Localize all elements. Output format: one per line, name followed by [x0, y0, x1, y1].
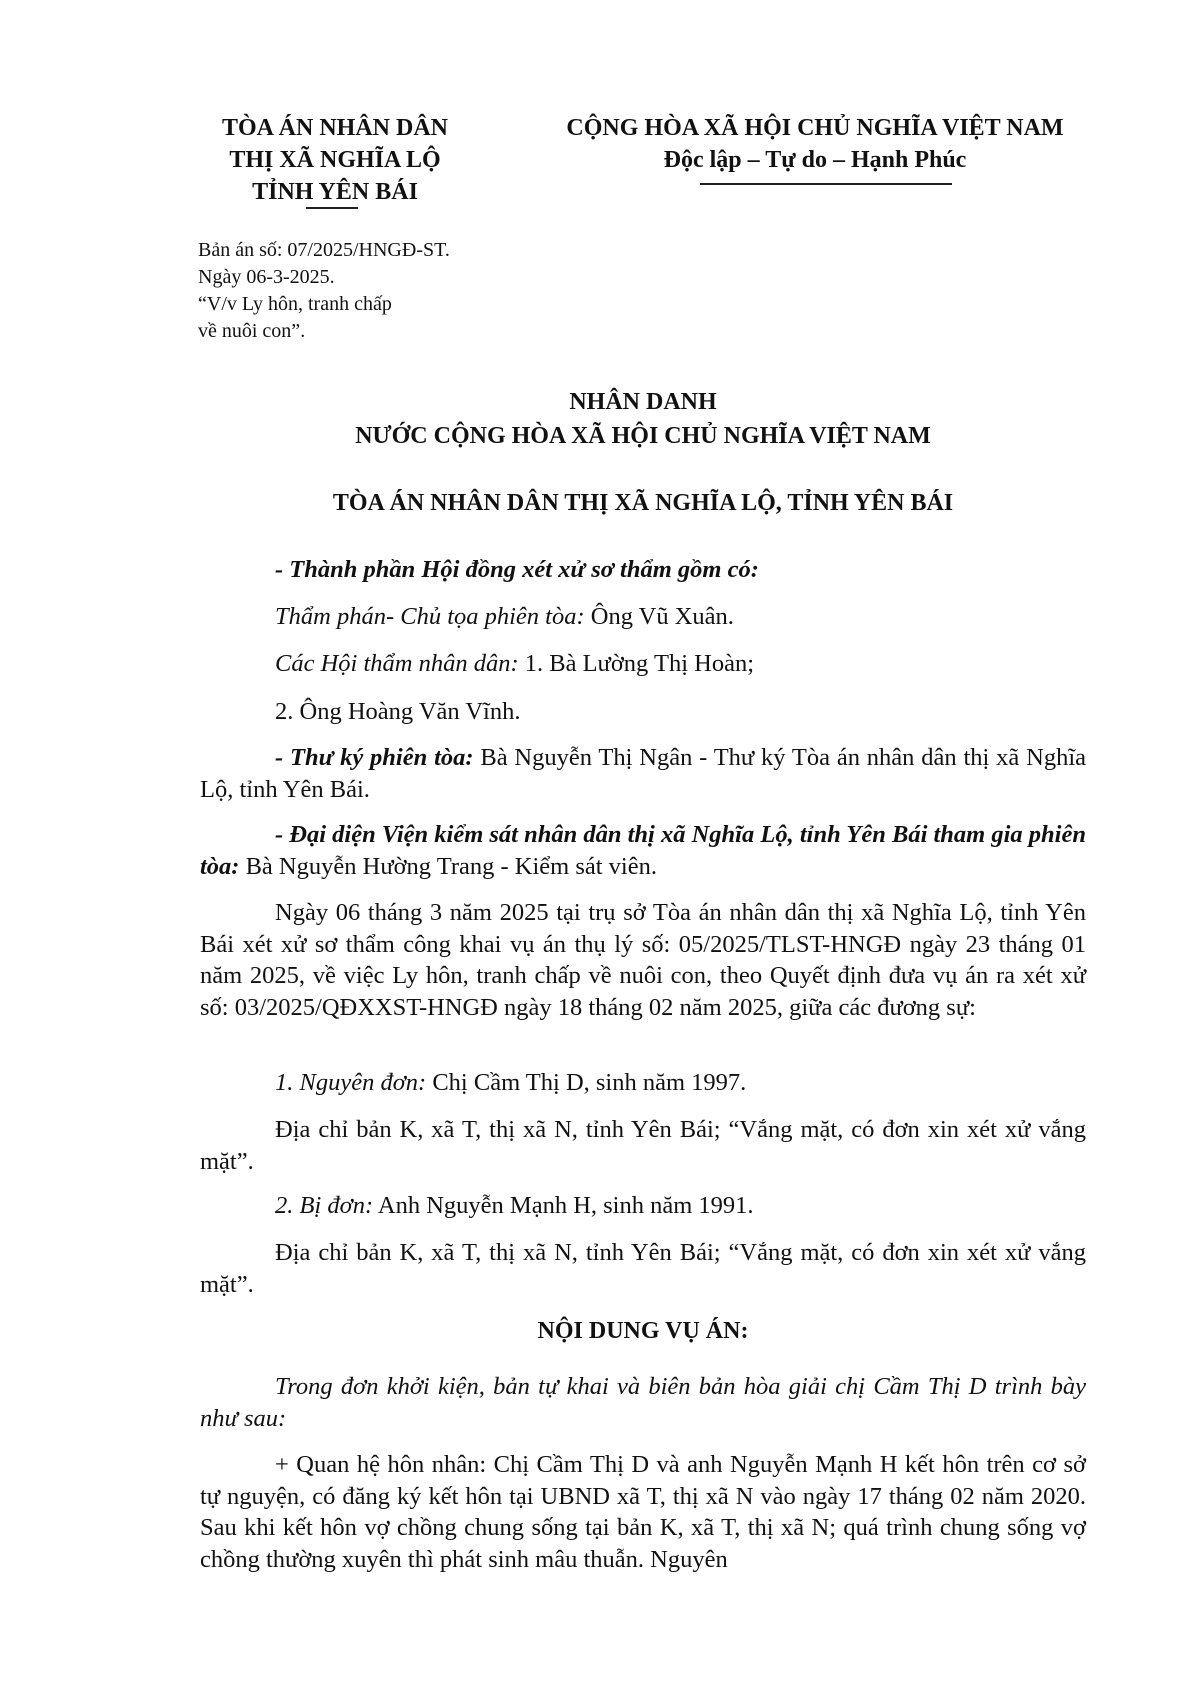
defendant-line	[200, 1190, 1086, 1222]
content-heading: NỘI DUNG VỤ ÁN:	[537, 1318, 749, 1344]
plaintiff-address: Địa chỉ bản K, xã T, thị xã N, tỉnh Yên Bái; “Vắng mặt, có đơn xin xét xử vắng mặt”.	[200, 1116, 1086, 1175]
jurors-label: Các Hội thẩm nhân dân:	[275, 650, 519, 677]
procuracy-label: - Đại diện Viện kiểm sát nhân dân thị xã Nghĩa Lộ, tỉnh Yên Bái tham gia phiên tòa:	[200, 821, 1086, 880]
jurors-value: 1. Bà Lường Thị Hoàn;	[518, 650, 754, 677]
court-name-underline	[306, 207, 358, 209]
court-name-line2: THỊ XÃ NGHĨA LỘ	[229, 147, 441, 173]
content-intro: Trong đơn khởi kiện, bản tự khai và biên bản hòa giải chị Cầm Thị D trình bày như sau:	[200, 1373, 1086, 1432]
defendant-address: Địa chỉ bản K, xã T, thị xã N, tỉnh Yên Bái; “Vắng mặt, có đơn xin xét xử vắng mặt”.	[200, 1239, 1086, 1298]
title-in-the-name: NHÂN DANH	[569, 389, 717, 415]
national-motto: Độc lập – Tự do – Hạnh Phúc	[663, 147, 967, 173]
judge-value: Ông Vũ Xuân.	[584, 603, 734, 630]
case-date: Ngày 06-3-2025.	[198, 266, 335, 288]
case-subject-line1: “V/v Ly hôn, tranh chấp	[198, 293, 392, 315]
juror2-line: 2. Ông Hoàng Văn Vĩnh.	[275, 698, 521, 725]
case-number: Bản án số: 07/2025/HNGĐ-ST.	[198, 239, 450, 261]
clerk-label: - Thư ký phiên tòa:	[275, 744, 474, 771]
clerk-paragraph	[200, 742, 1086, 805]
clerk-value: Bà Nguyễn Thị Ngân - Thư ký Tòa án nhân dân thị xã Nghĩa Lộ, tỉnh Yên Bái.	[200, 744, 1086, 803]
national-name: CỘNG HÒA XÃ HỘI CHỦ NGHĨA VIỆT NAM	[566, 115, 1064, 141]
marriage-paragraph: + Quan hệ hôn nhân: Chị Cầm Thị D và anh Nguyễn Mạnh H kết hôn trên cơ sở tự nguyện, có đăng ký kết hôn tại UBND xã T, thị xã N vào ngày 17 tháng 02 năm 2020. Sau khi kết hôn vợ chồng chung sống tại bản K, xã T, thị xã N; quá trình chung sống vợ chồng thường xuyên thì phát sinh mâu thuẫn. Nguyên	[200, 1451, 1086, 1573]
motto-underline	[700, 183, 952, 185]
court-title: TÒA ÁN NHÂN DÂN THỊ XÃ NGHĨA LỘ, TỈNH YÊN BÁI	[332, 490, 954, 516]
judgment-title	[200, 385, 1086, 453]
plaintiff-line	[200, 1067, 1086, 1099]
jurors-line	[200, 648, 1086, 680]
judge-line	[200, 601, 1086, 633]
court-name-block	[170, 112, 500, 208]
case-subject-line2: về nuôi con”.	[198, 320, 306, 342]
defendant-value: Anh Nguyễn Mạnh H, sinh năm 1991.	[373, 1192, 754, 1219]
plaintiff-label: 1. Nguyên đơn:	[275, 1069, 427, 1096]
panel-heading	[200, 554, 1086, 586]
defendant-label: 2. Bị đơn:	[275, 1192, 374, 1219]
procuracy-paragraph	[200, 819, 1086, 882]
panel-heading-text: - Thành phần Hội đồng xét xử sơ thẩm gồm có:	[275, 556, 759, 583]
title-country: NƯỚC CỘNG HÒA XÃ HỘI CHỦ NGHĨA VIỆT NAM	[355, 423, 931, 449]
court-name-line1: TÒA ÁN NHÂN DÂN	[221, 115, 448, 141]
case-metadata	[198, 237, 598, 345]
judge-label: Thẩm phán- Chủ tọa phiên tòa:	[275, 603, 585, 630]
court-name-line3: TỈNH YÊN BÁI	[252, 179, 418, 205]
plaintiff-value: Chị Cầm Thị D, sinh năm 1997.	[426, 1069, 747, 1096]
procuracy-value: Bà Nguyễn Hường Trang - Kiểm sát viên.	[239, 852, 657, 880]
national-motto-block	[520, 112, 1110, 176]
hearing-paragraph: Ngày 06 tháng 3 năm 2025 tại trụ sở Tòa án nhân dân thị xã Nghĩa Lộ, tỉnh Yên Bái xét xử sơ thẩm công khai vụ án thụ lý số: 05/2025/TLST-HNGĐ ngày 23 tháng 01 năm 2025, về việc Ly hôn, tranh chấp về nuôi con, theo Quyết định đưa vụ án ra xét xử số: 03/2025/QĐXXST-HNGĐ ngày 18 tháng 02 năm 2025, giữa các đương sự:	[200, 899, 1086, 1021]
